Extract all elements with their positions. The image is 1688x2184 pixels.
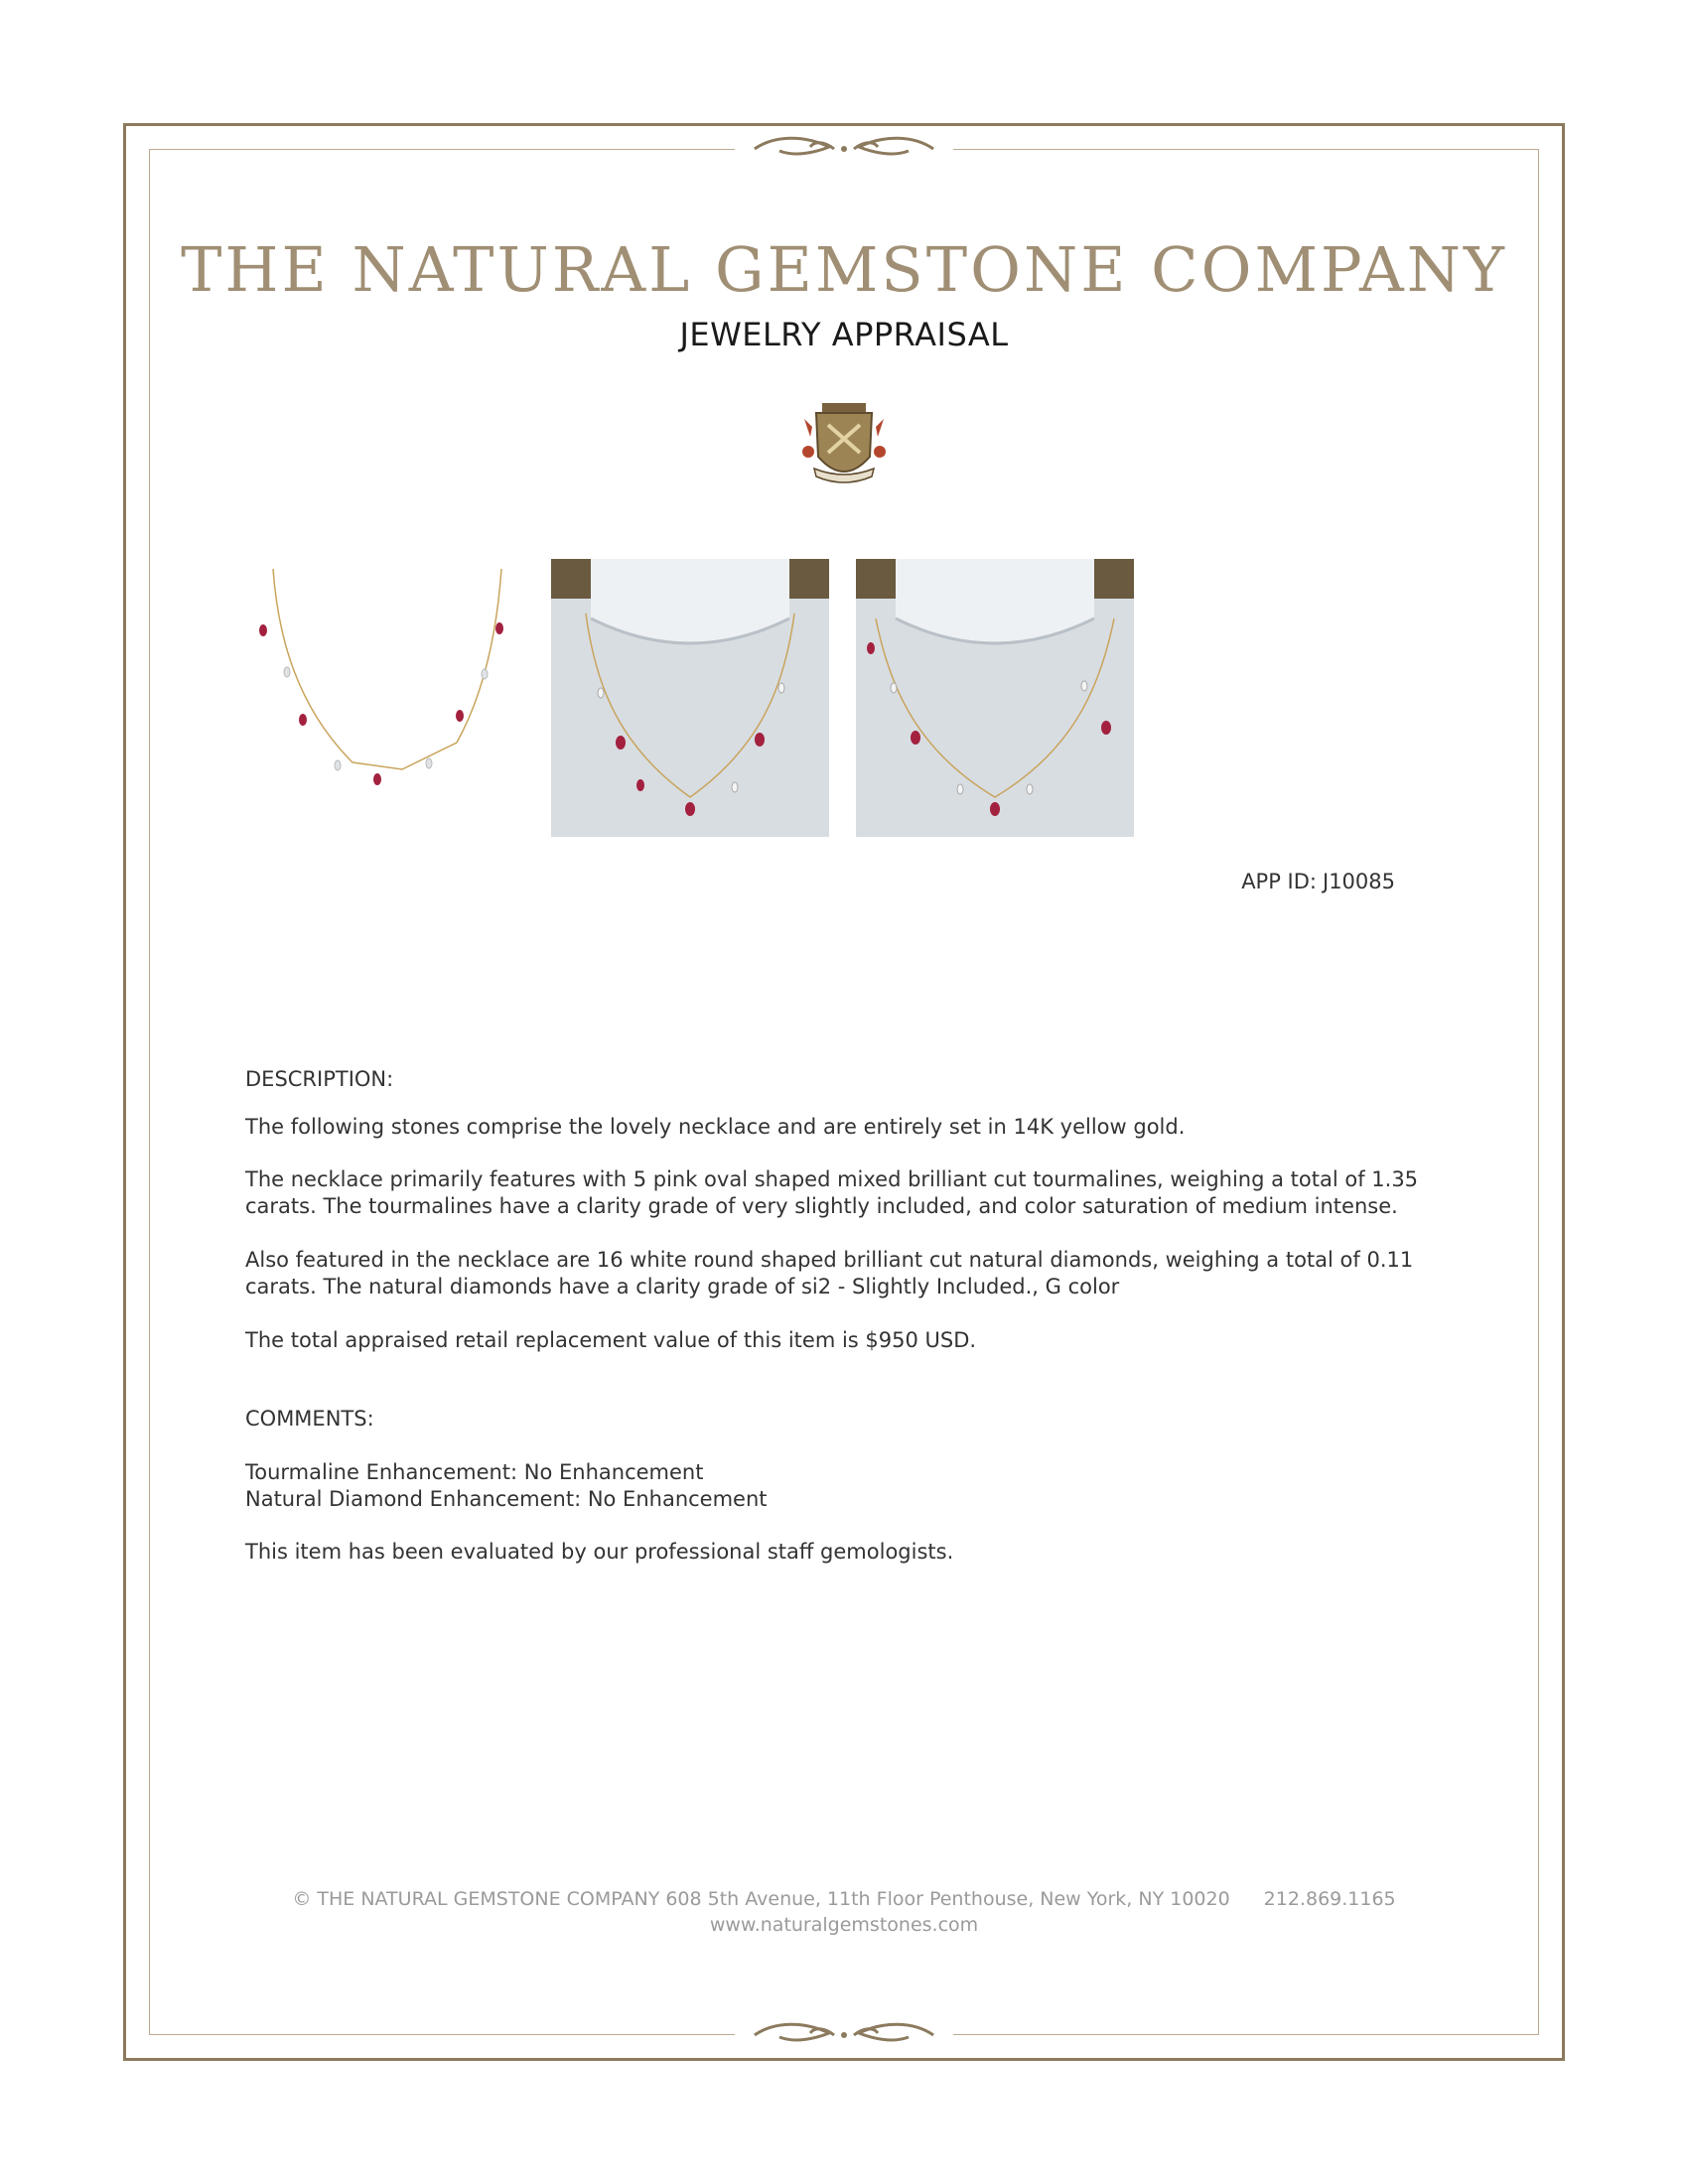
app-id-value: J10085	[1323, 870, 1395, 893]
comment-line: Natural Diamond Enhancement: No Enhancement	[245, 1487, 768, 1511]
necklace-photo-4-blank	[1162, 559, 1440, 837]
footer-website[interactable]: www.naturalgemstones.com	[709, 1914, 979, 1936]
ornament-flourish-icon	[735, 2013, 953, 2057]
footer-address	[149, 1888, 1539, 1910]
comment-line: Tourmaline Enhancement: No Enhancement	[245, 1460, 704, 1484]
company-title: THE NATURAL GEMSTONE COMPANY	[181, 233, 1507, 306]
ornament-flourish-icon	[735, 127, 953, 171]
description-paragraph: Also featured in the necklace are 16 white round shaped brilliant cut natural diamonds, weighing a total of 0.11 carats. The natural diamonds have a clarity grade of si2 - Slightly Included., G color	[245, 1248, 1414, 1298]
necklace-photo-1	[243, 559, 521, 837]
necklace-photo-2	[551, 559, 829, 837]
footer-address-text: © THE NATURAL GEMSTONE COMPANY 608 5th Avenue, 11th Floor Penthouse, New York, NY 10020	[292, 1888, 1230, 1910]
footer-phone: 212.869.1165	[1263, 1888, 1396, 1910]
comment-closing: This item has been evaluated by our professional staff gemologists.	[245, 1540, 954, 1564]
app-id	[1142, 870, 1395, 893]
description-paragraph: The total appraised retail replacement value of this item is $950 USD.	[245, 1328, 977, 1352]
necklace-photo-3	[856, 559, 1134, 837]
description-paragraph: The following stones comprise the lovely necklace and are entirely set in 14K yellow gold.	[245, 1115, 1186, 1139]
document-title: JEWELRY APPRAISAL	[679, 316, 1009, 353]
crest-icon	[794, 397, 894, 496]
description-paragraph: The necklace primarily features with 5 pink oval shaped mixed brilliant cut tourmalines, weighing a total of 1.35 carats. The tourmalines have a clarity grade of very slightly included, and color saturation of medium intense.	[245, 1167, 1419, 1218]
comments-heading: COMMENTS:	[245, 1407, 374, 1431]
description-heading: DESCRIPTION:	[245, 1067, 394, 1091]
app-id-label: APP ID:	[1241, 870, 1317, 893]
